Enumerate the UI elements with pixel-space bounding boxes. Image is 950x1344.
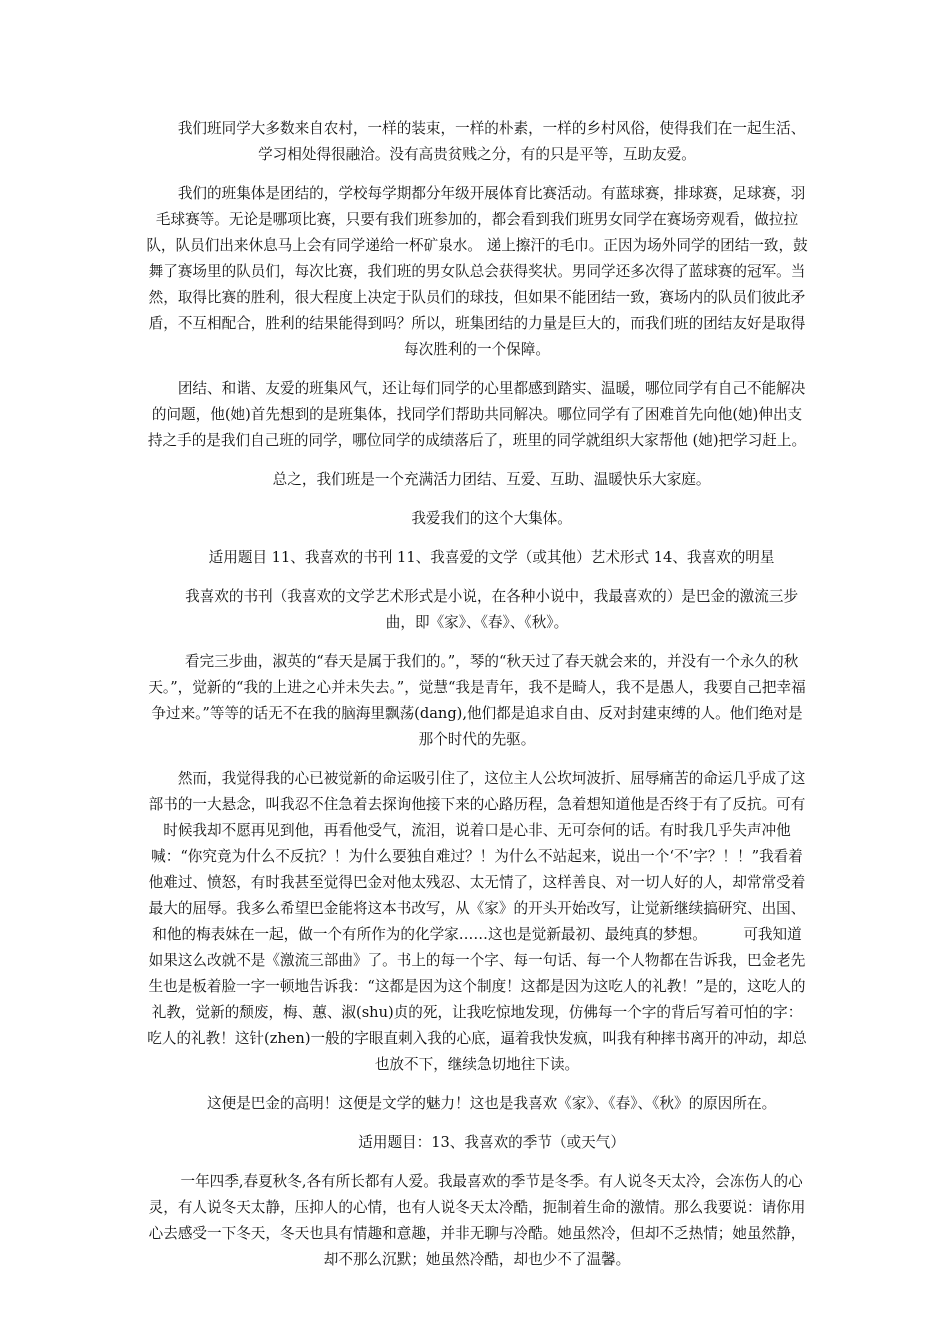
paragraph-sports-unity: 我们的班集体是团结的，学校每学期都分年级开展体育比赛活动。有蓝球赛，排球赛，足球赛，羽毛球赛等。无论是哪项比赛，只要有我们班参加的，都会看到我们班男女同学在赛场旁观看，做拉拉队，队员们出来休息马上会有同学递给一杯矿泉水。 递上擦汗的毛巾。正因为场外同学的团结一致，鼓舞了赛场里的队员们，每次比赛，我们班的男女队总会获得奖状。男同学还多次得了蓝球赛的冠军。当然，取得比赛的胜利，很大程度上决定于队员们的球技，但如果不能团结一致，赛场内的队员们彼此矛盾，不互相配合，胜利的结果能得到吗？所以，班集团结的力量是巨大的，而我们班的团结友好是取得每次胜利的一个保障。	[146, 185, 808, 358]
paragraph-summary: 总之，我们班是一个充满活力团结、互爱、互助、温暖快乐大家庭。	[272, 471, 711, 488]
paragraph-favorite-books: 我喜欢的书刊（我喜欢的文学艺术形式是小说，在各种小说中，我最喜欢的）是巴金的激流三步曲，即《家》、《春》、《秋》。	[185, 588, 799, 631]
heading-applicable-topics-books: 适用题目 11、我喜欢的书刊 11、我喜爱的文学（或其他）艺术形式 14、我喜欢的明星	[208, 549, 775, 566]
paragraph-literature-charm: 这便是巴金的高明！这便是文学的魅力！这也是我喜欢《家》、《春》、《秋》的原因所在。	[207, 1095, 777, 1112]
paragraph-juexin-fate: 然而，我觉得我的心已被觉新的命运吸引住了，这位主人公坎坷波折、屈辱痛苦的命运几乎成了这部书的一大悬念，叫我忍不住急着去探询他接下来的心路历程，急着想知道他是否终于有了反抗。可有时候我却不愿再见到他，再看他受气，流泪，说着口是心非、无可奈何的话。有时我几乎失声冲他喊：“你究竟为什么不反抗？！为什么要独自难过？！为什么不站起来，说出一个‘不’字？！！”我看着他难过、愤怒，有时我甚至觉得巴金对他太残忍、太无情了，这样善良、对一切人好的人，却常常受着最大的屈辱。我多么希望巴金能将这本书改写，从《家》的开头开始改写，让觉新继续搞研究、出国、和他的梅表妹在一起，做一个有所作为的化学家……这也是觉新最初、最纯真的梦想。 可我知道如果这么改就不是《激流三部曲》了。书上的每一个字、每一句话、每一个人物都在告诉我，巴金老先生也是板着脸一字一顿地告诉我：“这都是因为这个制度！这都是因为这吃人的礼教！”是的，这吃人的礼教，觉新的颓废，梅、蕙、淑(shu)贞的死，让我吃惊地发现，仿佛每一个字的背后写着可怕的字：吃人的礼教！这针(zhen)一般的字眼直刺入我的心底，逼着我快发疯，叫我有种摔书离开的冲动，却总也放不下，继续急切地往下读。	[147, 770, 807, 1073]
document-body	[146, 116, 808, 1286]
paragraph-trilogy-quotes: 看完三步曲，淑英的“春天是属于我们的。”，琴的“秋天过了春天就会来的，并没有一个永久的秋天。”，觉新的“我的上进之心并未失去。”，觉慧“我是青年，我不是畸人，我不是愚人，我要自己把幸福争过来。”等等的话无不在我的脑海里飘荡(dang),他们都是追求自由、反对封建束缚的人。他们绝对是那个时代的先驱。	[148, 653, 806, 748]
paragraph-class-life: 我们班同学大多数来自农村，一样的装束，一样的朴素，一样的乡村风俗，使得我们在一起生活、学习相处得很融洽。没有高贵贫贱之分，有的只是平等，互助友爱。	[177, 120, 806, 163]
paragraph-class-atmosphere: 团结、和谐、友爱的班集风气，还让每们同学的心里都感到踏实、温暖，哪位同学有自己不能解决的问题，他(她)首先想到的是班集体，找同学们帮助共同解决。哪位同学有了困难首先向他(她)伸出支持之手的是我们自己班的同学，哪位同学的成绩落后了，班里的同学就组织大家帮他 (她)把学习赶上。	[147, 380, 807, 449]
heading-applicable-topics-season: 适用题目：13、我喜欢的季节（或天气）	[358, 1134, 625, 1151]
paragraph-love-collective: 我爱我们的这个大集体。	[411, 510, 572, 527]
paragraph-winter: 一年四季,春夏秋冬,各有所长都有人爱。我最喜欢的季节是冬季。有人说冬天太冷，会冻伤人的心灵，有人说冬天太静，压抑人的心情，也有人说冬天太冷酷，扼制着生命的激情。那么我要说：请你用心去感受一下冬天，冬天也具有情趣和意趣，并非无聊与冷酷。她虽然冷，但却不乏热情；她虽然静，却不那么沉默；她虽然冷酷，却也少不了温馨。	[148, 1173, 806, 1268]
